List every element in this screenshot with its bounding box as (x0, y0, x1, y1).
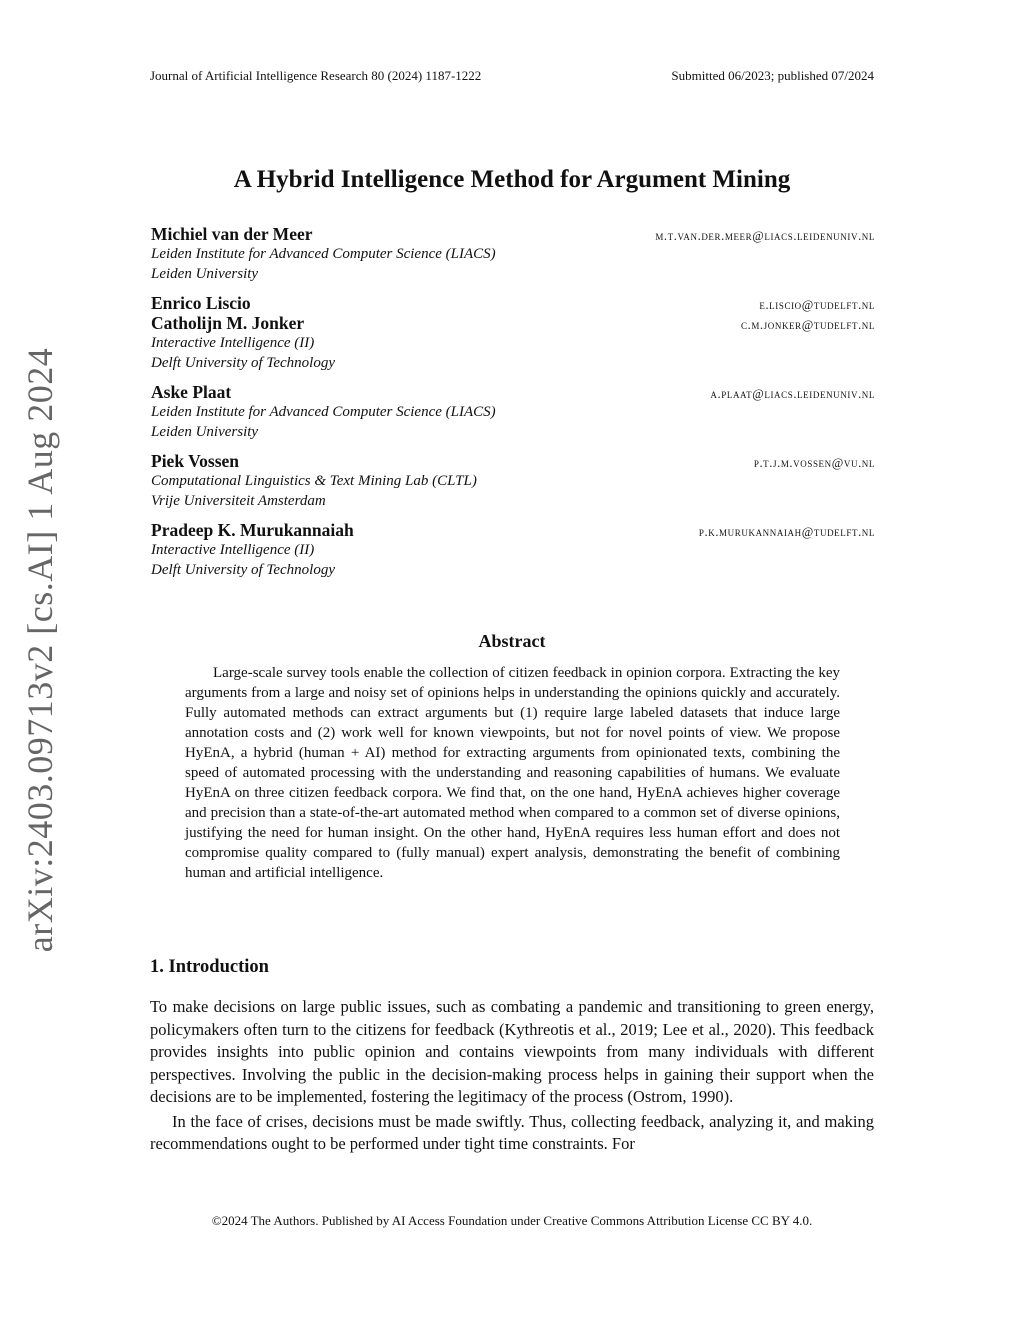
author-name: Pradeep K. Murukannaiah (151, 520, 354, 540)
author-block (151, 293, 875, 373)
license-footer: ©2024 The Authors. Published by AI Access Foundation under Creative Commons Attribution License CC BY 4.0. (211, 1213, 813, 1228)
author-name: Piek Vossen (151, 451, 240, 471)
section-body (150, 996, 874, 1156)
author-affiliation: Interactive Intelligence (II) (151, 542, 315, 558)
author-row (151, 224, 875, 244)
author-row (151, 313, 875, 333)
author-name: Michiel van der Meer (151, 224, 313, 244)
submission-dates: Submitted 06/2023; published 07/2024 (671, 68, 874, 83)
author-affiliation: Vrije Universiteit Amsterdam (151, 493, 326, 509)
abstract-text: Large-scale survey tools enable the collection of citizen feedback in opinion corpora. Extracting the key arguments from a large and noisy set of opinions helps in understanding the opinions quickly and accurately. Fully automated methods can extract arguments but (1) require large labeled datasets that induce large annotation costs and (2) work well for known viewpoints, but not for novel points of view. We propose HyEnA, a hybrid (human + AI) method for extracting arguments from opinionated texts, combining the speed of automated processing with the understanding and reasoning capabilities of humans. We evaluate HyEnA on three citizen feedback corpora. We find that, on the one hand, HyEnA achieves higher coverage and precision than a state-of-the-art automated method when compared to a common set of diverse opinions, justifying the need for human insight. On the other hand, HyEnA requires less human effort and does not compromise quality compared to (fully manual) expert analysis, demonstrating the benefit of combining human and artificial intelligence. (185, 665, 840, 881)
author-affiliation: Computational Linguistics & Text Mining Lab (CLTL) (151, 473, 477, 489)
author-affiliation: Delft University of Technology (151, 355, 335, 371)
author-email[interactable]: p.k.murukannaiah@tudelft.nl (698, 525, 875, 539)
paragraph: To make decisions on large public issues, such as combating a pandemic and transitioning to green energy, policymakers often turn to the citizens for feedback (Kythreotis et al., 2019; Lee et al., 2020). This feedback provides insights into public opinion and contains viewpoints from many individuals with different perspectives. Involving the public in the decision-making process helps in gaining their support when the decisions are to be implemented, fostering the legitimacy of the process (Ostrom, 1990). (150, 997, 874, 1106)
author-affiliation: Leiden Institute for Advanced Computer Science (LIACS) (151, 404, 496, 420)
abstract-heading: Abstract (478, 631, 546, 651)
author-affiliation: Interactive Intelligence (II) (151, 335, 315, 351)
author-email[interactable]: a.plaat@liacs.leidenuniv.nl (710, 387, 875, 401)
author-name: Aske Plaat (151, 382, 232, 402)
author-row (151, 382, 875, 402)
author-block (151, 520, 875, 580)
author-block (151, 451, 875, 511)
paper-title: A Hybrid Intelligence Method for Argument Mining (233, 166, 791, 193)
author-affiliation: Delft University of Technology (151, 562, 335, 578)
author-block (151, 382, 875, 442)
author-email[interactable]: m.t.van.der.meer@liacs.leidenuniv.nl (655, 229, 875, 243)
author-affiliation: Leiden University (151, 266, 259, 282)
author-name: Enrico Liscio (151, 293, 251, 313)
author-row (151, 520, 875, 540)
author-email[interactable]: e.liscio@tudelft.nl (759, 298, 875, 312)
author-row (151, 293, 875, 313)
author-email[interactable]: c.m.jonker@tudelft.nl (741, 318, 875, 332)
author-block (151, 224, 875, 284)
running-head (150, 68, 874, 84)
paragraph: In the face of crises, decisions must be made swiftly. Thus, collecting feedback, analyzing it, and making recommendations ought to be performed under tight time constraints. For (150, 1111, 874, 1153)
author-email[interactable]: p.t.j.m.vossen@vu.nl (753, 456, 875, 470)
author-affiliation: Leiden Institute for Advanced Computer Science (LIACS) (151, 246, 496, 262)
author-name: Catholijn M. Jonker (151, 313, 305, 333)
section-heading: 1. Introduction (150, 957, 269, 977)
author-row (151, 451, 875, 471)
arxiv-stamp: arXiv:2403.09713v2 [cs.AI] 1 Aug 2024 (20, 347, 60, 953)
author-affiliation: Leiden University (151, 424, 259, 440)
author-list (151, 224, 875, 589)
journal-citation: Journal of Artificial Intelligence Research 80 (2024) 1187-1222 (150, 68, 482, 83)
